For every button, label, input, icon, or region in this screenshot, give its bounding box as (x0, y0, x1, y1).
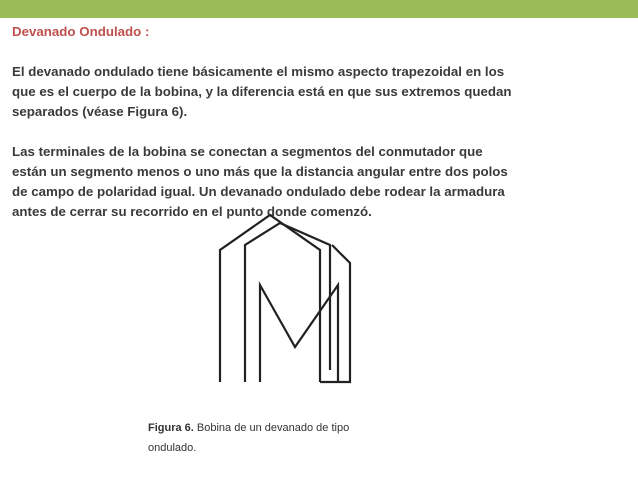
paragraph-2-line-3: de campo de polaridad igual. Un devanado ondulado debe rodear la armadura (12, 184, 505, 199)
wave-coil-figure (200, 205, 390, 385)
accent-top-bar (0, 0, 638, 18)
caption-line-2: ondulado. (148, 442, 197, 454)
paragraph-1-line-3: separados (véase Figura 6). (12, 104, 188, 119)
caption-text-1: Bobina de un devanado de tipo (196, 422, 350, 434)
coil-outer-loop (220, 215, 320, 382)
slide-heading: Devanado Ondulado : (12, 24, 150, 39)
coil-lead-right (320, 245, 350, 382)
paragraph-1-line-2: que es el cuerpo de la bobina, y la diferencia está en que sus extremos quedan (12, 84, 512, 99)
spacer (12, 122, 632, 142)
paragraph-2-line-2: están un segmento menos o uno más que la distancia angular entre dos polos (12, 164, 508, 179)
paragraph-2-line-1: Las terminales de la bobina se conectan a segmentos del conmutador que (12, 144, 483, 159)
figure-label: Figura 6. (148, 422, 194, 434)
paragraph-2-line-4: antes de cerrar su recorrido en el punto donde comenzó. (12, 204, 372, 219)
caption-line-1 (148, 418, 428, 438)
slide-text (12, 20, 632, 222)
paragraph-1 (12, 62, 632, 122)
spacer (12, 42, 632, 62)
paragraph-1-line-1: El devanado ondulado tiene básicamente el mismo aspecto trapezoidal en los (12, 64, 505, 79)
figure-caption (148, 418, 428, 458)
coil-lower-loop (260, 285, 338, 382)
